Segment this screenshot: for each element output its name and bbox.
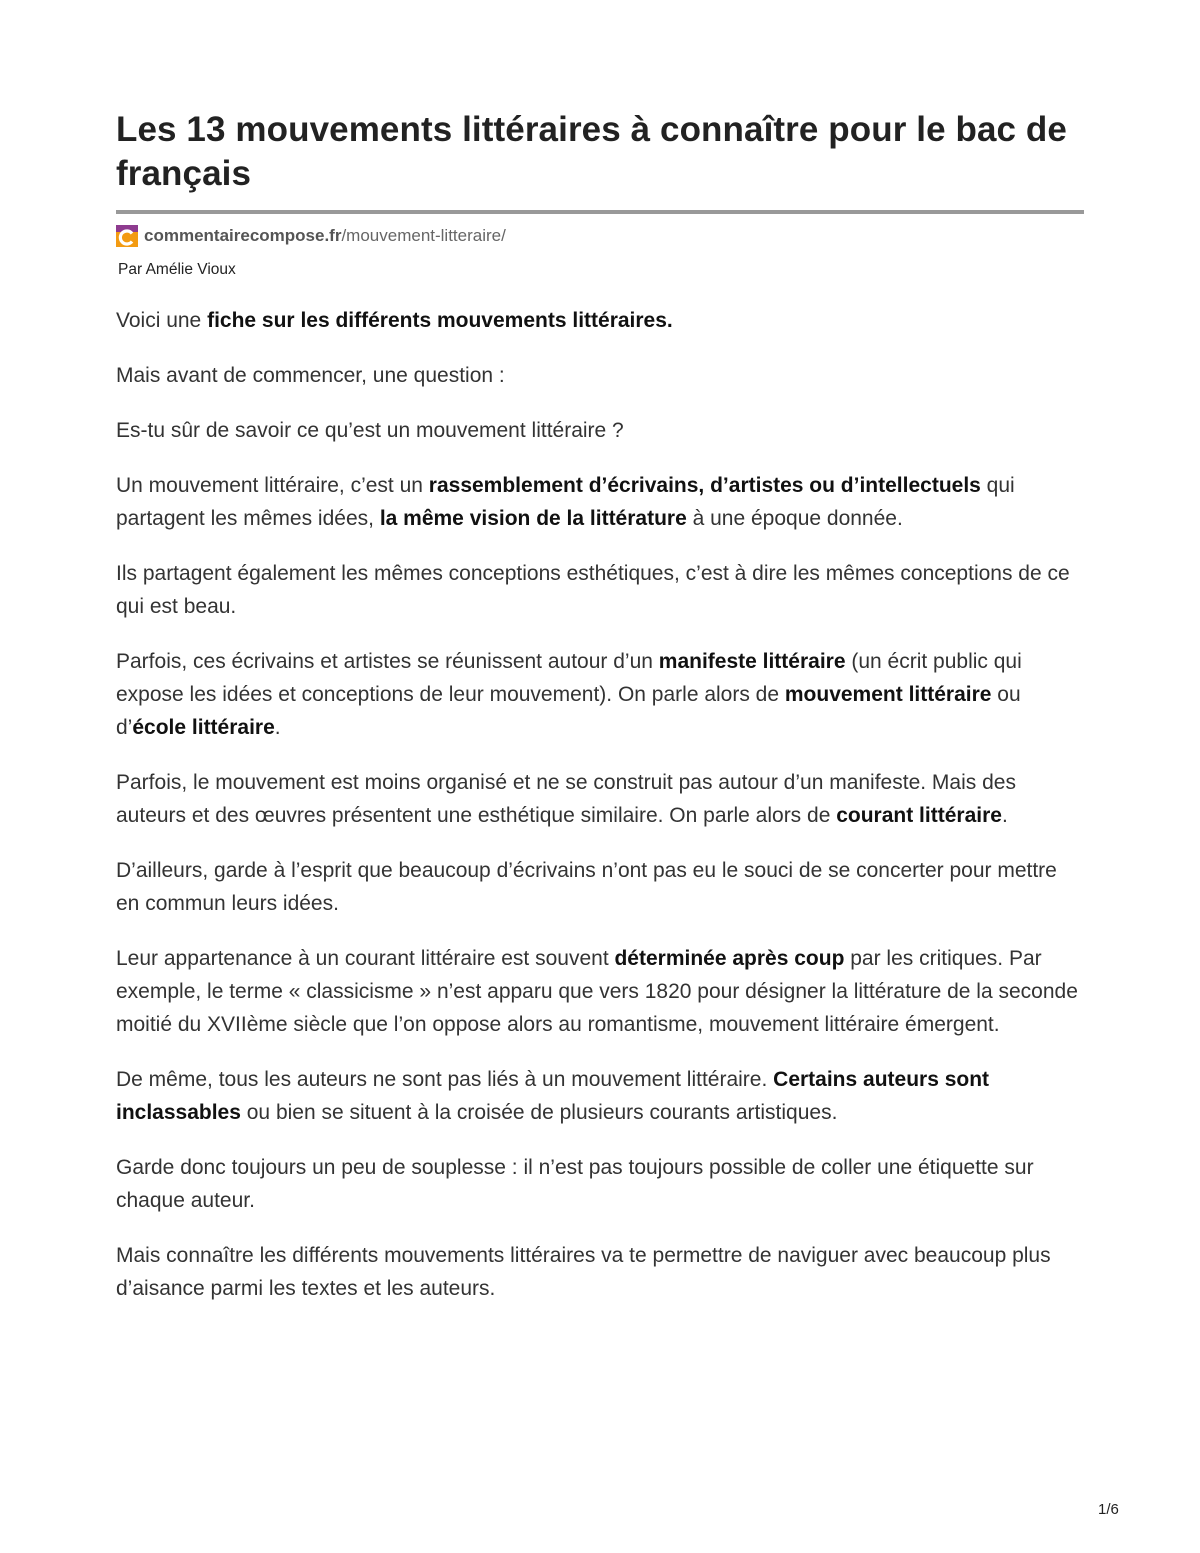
paragraph (116, 469, 1086, 535)
text-run: par les critiques. Par exemple, le terme « classicisme » n’est apparu que vers 1820 pour désigner la littérature de la seconde moitié du XVIIème siècle que l’on oppose alors au romantisme, mouvement littéraire émergent. (116, 947, 1078, 1036)
text-run: D’ailleurs, garde à l’esprit que beaucoup d’écrivains n’ont pas eu le souci de se concerter pour mettre en commun leurs idées. (116, 859, 1057, 915)
paragraph (116, 359, 1086, 392)
text-run: à une époque donnée. (686, 507, 903, 530)
bold-text: école littéraire (132, 716, 275, 739)
bold-text: manifeste littéraire (658, 650, 846, 673)
document-page (116, 108, 1086, 1327)
paragraph (116, 1151, 1086, 1217)
text-run: Garde donc toujours un peu de souplesse : il n’est pas toujours possible de coller une étiquette sur chaque auteur. (116, 1156, 1034, 1212)
paragraph (116, 766, 1086, 832)
paragraph (116, 304, 1086, 337)
bold-text: Certains auteurs sont inclassables (116, 1068, 990, 1124)
text-run: (un écrit public qui expose les idées et conceptions de leur mouvement). On parle alors de (116, 650, 1022, 706)
page-title: Les 13 mouvements littéraires à connaître pour le bac de français (116, 110, 1067, 193)
c-logo-icon (116, 225, 138, 247)
text-run: Mais avant de commencer, une question : (116, 364, 505, 387)
text-run: Voici une (116, 309, 208, 332)
bold-text: la même vision de la littérature (379, 507, 687, 530)
bold-text: rassemblement d’écrivains, d’artistes ou d’intellectuels (428, 474, 981, 497)
bold-text: mouvement littéraire (784, 683, 992, 706)
text-run: Parfois, le mouvement est moins organisé et ne se construit pas autour d’un manifeste. Mais des auteurs et des œuvres présentent une esthétique similaire. On parle alors de (116, 771, 1016, 827)
text-run: Ils partagent également les mêmes conceptions esthétiques, c’est à dire les mêmes conceptions de ce qui est beau. (116, 562, 1070, 618)
bold-text: déterminée après coup (614, 947, 845, 970)
article-body (116, 304, 1086, 1305)
text-run: De même, tous les auteurs ne sont pas liés à un mouvement littéraire. (116, 1068, 774, 1091)
bold-text: fiche sur les différents mouvements littéraires. (207, 309, 673, 332)
paragraph (116, 557, 1086, 623)
text-run: ou bien se situent à la croisée de plusieurs courants artistiques. (240, 1101, 838, 1124)
paragraph (116, 414, 1086, 447)
text-run: . (274, 716, 281, 739)
source-line[interactable] (116, 225, 1086, 247)
text-run: Mais connaître les différents mouvements littéraires va te permettre de naviguer avec beaucoup plus d’aisance parmi les textes et les auteurs. (116, 1244, 1051, 1300)
text-run: Leur appartenance à un courant littéraire est souvent (116, 947, 615, 970)
author-byline: Par Amélie Vioux (118, 261, 236, 278)
text-run: Parfois, ces écrivains et artistes se réunissent autour d’un (116, 650, 659, 673)
text-run: . (1001, 804, 1008, 827)
text-run: Un mouvement littéraire, c’est un (116, 474, 429, 497)
title-divider (116, 210, 1084, 214)
text-run: ou d’ (116, 683, 1021, 739)
paragraph (116, 942, 1086, 1041)
paragraph (116, 645, 1086, 744)
paragraph (116, 1063, 1086, 1129)
text-run: qui partagent les mêmes idées, (116, 474, 1015, 530)
text-run: Es-tu sûr de savoir ce qu’est un mouvement littéraire ? (116, 419, 624, 442)
paragraph (116, 1239, 1086, 1305)
source-domain[interactable]: commentairecompose.fr (144, 226, 342, 245)
page-number: 1/6 (1098, 1501, 1119, 1518)
source-path[interactable]: /mouvement-litteraire/ (341, 226, 506, 245)
paragraph (116, 854, 1086, 920)
bold-text: courant littéraire (836, 804, 1002, 827)
